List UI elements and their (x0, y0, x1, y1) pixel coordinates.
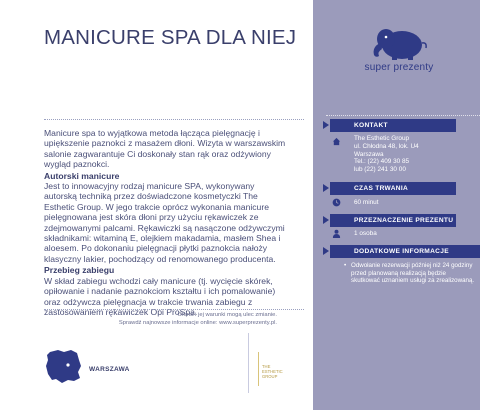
brand-name: super prezenty (364, 62, 434, 73)
extra-info-heading: DODATKOWE INFORMACJE (330, 245, 480, 258)
page-title: MANICURE SPA DLA NIEJ (44, 26, 297, 49)
section-arrow-icon (323, 216, 329, 224)
duration-heading: CZAS TRWANIA (330, 182, 456, 195)
audience-heading: PRZEZNACZENIE PREZENTU (330, 214, 456, 227)
section-arrow-icon (323, 121, 329, 129)
section-arrow-icon (323, 184, 329, 192)
contact-heading: KONTAKT (330, 119, 456, 132)
footnote-line-2: Sprawdź najnowsze informacje online: www.superprezenty.pl. (118, 319, 277, 326)
footnote (119, 312, 277, 327)
poland-map-icon (44, 348, 82, 384)
extra-info-section (330, 245, 480, 258)
duration-section (330, 182, 456, 195)
sidebar-divider (326, 115, 480, 116)
section-title-autorski: Autorski manicure (44, 170, 120, 181)
section-text-autorski: Jest to innowacyjny rodzaj manicure SPA, wykonywany autorską techniką przez doświadczone kosmetyczki The Esthetic Group. W jego trakcie oprócz wykonania manicure pielęgnowana jest skóra dłoni przy użyciu rękawiczek ze zdejmowanymi palcami. Rękawiczki są nasączone odżywczymi składnikami: witaminą E, olejkiem makadamia, masłem Shea i aloesem. Po dokonaniu pielęgnacji płytki paznokcia nałoży klasyczny lakier, pochodzący od renomowanego producenta. (44, 181, 285, 264)
home-icon (332, 137, 341, 146)
logo-divider (248, 333, 249, 393)
location-label: WARSZAWA (89, 366, 130, 373)
clock-icon (332, 198, 341, 207)
intro-text: Manicure spa to wyjątkowa metoda łącząca pielęgnację i upiększenie paznokci z masażem dłoni. Wizyta w warszawskim salonie zagwarantuje Ci doskonały stan rąk oraz odżywiony wygląd paznokci. (44, 128, 286, 170)
extra-info-note: Odwołanie rezerwacji później niż 24 godziny przed planowaną realizacją będzie skutkować uznaniem usługi za zrealizowaną. (351, 262, 475, 285)
bullet-icon: • (344, 262, 347, 269)
audience-section (330, 214, 456, 227)
person-icon (332, 229, 341, 238)
section-title-przebieg: Przebieg zabiegu (44, 265, 115, 276)
audience-value: 1 osoba (354, 230, 377, 237)
divider-bottom (44, 309, 304, 310)
partner-logo (258, 352, 286, 386)
contact-details (354, 135, 419, 174)
contact-line: Tel.: (22) 409 30 85 (354, 158, 410, 166)
contact-section (330, 119, 456, 132)
footnote-line-1: Oferta i jej warunki mogą ulec zmianie. (177, 312, 277, 318)
section-arrow-icon (323, 247, 329, 255)
partner-logo-text: THE ESTHETIC GROUP (262, 364, 283, 379)
contact-line: The Esthetic Group (354, 135, 410, 142)
divider-top (44, 119, 304, 120)
contact-line: ul. Chłodna 48, lok. U4 (354, 142, 419, 150)
description (44, 128, 287, 317)
section-text-przebieg: W skład zabiegu wchodzi cały manicure (tj. wycięcie skórek, opiłowanie i nadanie paznokciom kształtu i ich pomalowanie) oraz odżywcza pielęgnacja w trakcie trwania zabiegu z zastosowaniem rękawiczek Opi ProSpa. (44, 275, 276, 317)
elephant-logo-icon (360, 25, 440, 61)
duration-value: 60 minut (354, 199, 379, 206)
contact-line: Warszawa (354, 150, 384, 158)
contact-line: lub (22) 241 30 00 (354, 166, 406, 174)
